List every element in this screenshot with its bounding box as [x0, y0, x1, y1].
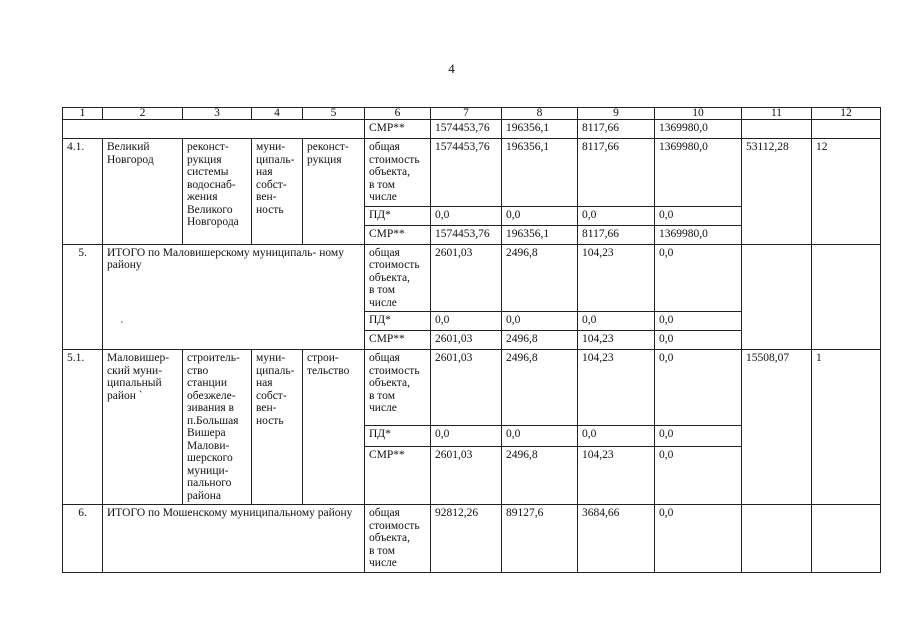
column-header: 8	[502, 108, 578, 120]
value-cell: 1574453,76	[431, 120, 502, 139]
value-cell: 2496,8	[502, 244, 578, 312]
object-description: строитель- ство станции обезжеле- зивания в п.Большая Вишера Малови- шерского муници- пального района	[183, 350, 252, 505]
municipality-name: Великий Новгород	[103, 139, 183, 245]
value-cell: 1369980,0	[655, 120, 742, 139]
value-cell: 0,0	[578, 206, 655, 225]
value-cell: 0,0	[655, 426, 742, 447]
municipality-name: Маловишер- ский муни- ципальный район `	[103, 350, 183, 505]
cost-label: общая стоимость объекта, в том числе	[365, 350, 431, 426]
value-cell: 0,0	[502, 206, 578, 225]
value-cell: 15508,07	[742, 350, 812, 505]
column-header: 3	[183, 108, 252, 120]
value-cell: 1369980,0	[655, 139, 742, 207]
value-cell: 0,0	[431, 426, 502, 447]
ownership-form: муни- ципаль- ная собст- вен- ность	[252, 139, 303, 245]
value-cell: 0,0	[431, 206, 502, 225]
column-header: 2	[103, 108, 183, 120]
column-header: 11	[742, 108, 812, 120]
value-cell: 89127,6	[502, 505, 578, 573]
value-cell: 0,0	[655, 312, 742, 331]
object-description: реконст- рукция системы водоснаб- жения Великого Новгорода	[183, 139, 252, 245]
column-header: 4	[252, 108, 303, 120]
value-cell: 196356,1	[502, 139, 578, 207]
cost-label: СМР**	[365, 225, 431, 244]
value-cell: 104,23	[578, 244, 655, 312]
column-header: 5	[303, 108, 365, 120]
column-header: 12	[812, 108, 881, 120]
value-cell: 12	[812, 139, 881, 245]
value-cell: 3684,66	[578, 505, 655, 573]
value-cell: 1	[812, 350, 881, 505]
investment-objects-table	[62, 107, 881, 573]
value-cell: 0,0	[578, 312, 655, 331]
row-number: 5.	[63, 244, 103, 350]
value-cell: 0,0	[502, 312, 578, 331]
stray-mark: '	[121, 319, 123, 331]
value-cell: 0,0	[655, 447, 742, 505]
empty-cell	[812, 244, 881, 350]
empty-cell	[742, 505, 812, 573]
ownership-form: муни- ципаль- ная собст- вен- ность	[252, 350, 303, 505]
value-cell: 92812,26	[431, 505, 502, 573]
cost-label: общая стоимость объекта, в том числе	[365, 505, 431, 573]
empty-cell	[742, 244, 812, 350]
work-type: реконст- рукция	[303, 139, 365, 245]
page-number: 4	[448, 61, 455, 76]
column-header: 6	[365, 108, 431, 120]
empty-cell	[812, 120, 881, 139]
empty-cell	[812, 505, 881, 573]
row-number: 5.1.	[63, 350, 103, 505]
value-cell: 2601,03	[431, 331, 502, 350]
value-cell: 1369980,0	[655, 225, 742, 244]
value-cell: 2496,8	[502, 331, 578, 350]
value-cell: 196356,1	[502, 225, 578, 244]
cost-label: ПД*	[365, 312, 431, 331]
column-header: 7	[431, 108, 502, 120]
table-row	[63, 505, 881, 573]
value-cell: 0,0	[578, 426, 655, 447]
value-cell: 2601,03	[431, 447, 502, 505]
cost-label: СМР**	[365, 447, 431, 505]
district-total-name: ИТОГО по Мошенскому муниципальному району	[103, 505, 365, 573]
cost-label: ПД*	[365, 426, 431, 447]
value-cell: 1574453,76	[431, 139, 502, 207]
cost-label: СМР**	[365, 331, 431, 350]
cost-label: общая стоимость объекта, в том числе	[365, 244, 431, 312]
column-header: 1	[63, 108, 103, 120]
empty-cell	[742, 120, 812, 139]
table-row	[63, 120, 881, 139]
value-cell: 0,0	[655, 206, 742, 225]
district-total-text: ИТОГО по Маловишерскому муниципаль- ному району	[107, 246, 344, 271]
value-cell: 0,0	[502, 426, 578, 447]
value-cell: 53112,28	[742, 139, 812, 245]
table-row	[63, 139, 881, 207]
value-cell: 0,0	[431, 312, 502, 331]
row-number: 4.1.	[63, 139, 103, 245]
value-cell: 1574453,76	[431, 225, 502, 244]
value-cell: 8117,66	[578, 139, 655, 207]
value-cell: 8117,66	[578, 120, 655, 139]
value-cell: 104,23	[578, 331, 655, 350]
cost-label: СМР**	[365, 120, 431, 139]
empty-cell	[63, 120, 365, 139]
column-header: 9	[578, 108, 655, 120]
district-total-name	[103, 244, 365, 350]
value-cell: 2601,03	[431, 244, 502, 312]
column-number-row	[63, 108, 881, 120]
row-number: 6.	[63, 505, 103, 573]
value-cell: 0,0	[655, 505, 742, 573]
value-cell: 8117,66	[578, 225, 655, 244]
value-cell: 0,0	[655, 350, 742, 426]
value-cell: 104,23	[578, 447, 655, 505]
value-cell: 0,0	[655, 331, 742, 350]
value-cell: 104,23	[578, 350, 655, 426]
value-cell: 0,0	[655, 244, 742, 312]
value-cell: 196356,1	[502, 120, 578, 139]
value-cell: 2601,03	[431, 350, 502, 426]
column-header: 10	[655, 108, 742, 120]
value-cell: 2496,8	[502, 350, 578, 426]
cost-label: общая стоимость объекта, в том числе	[365, 139, 431, 207]
table-row	[63, 244, 881, 312]
table-row	[63, 350, 881, 426]
work-type: строи- тельство	[303, 350, 365, 505]
value-cell: 2496,8	[502, 447, 578, 505]
cost-label: ПД*	[365, 206, 431, 225]
